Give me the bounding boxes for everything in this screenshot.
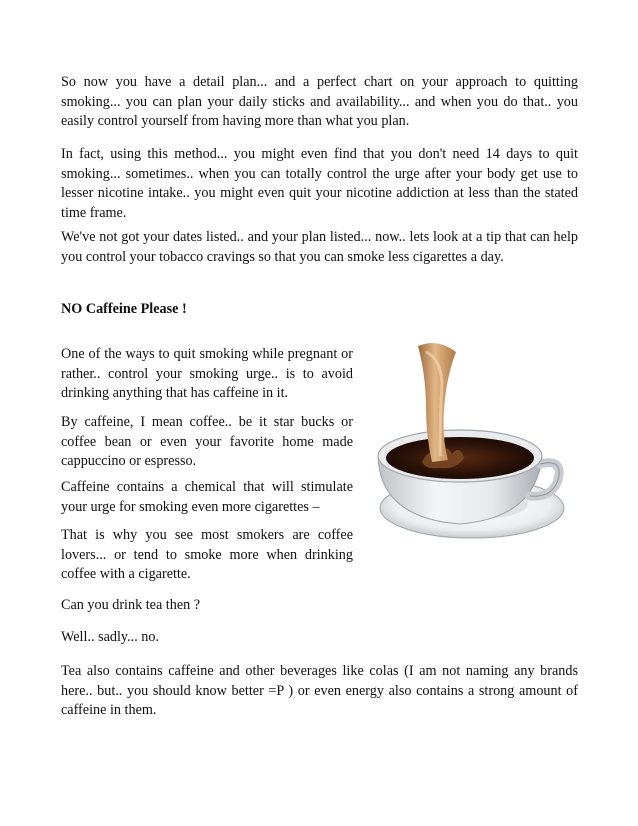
closing-paragraph-1: Can you drink tea then ? (61, 597, 201, 613)
column-paragraph-1: One of the ways to quit smoking while pregnant or rather.. control your smoking urge.. is to avoid drinking anything that has caffeine in it. (61, 346, 353, 401)
intro-paragraph-1: So now you have a detail plan... and a perfect chart on your approach to quitting smoking... you can plan your daily sticks and availability... and when you do that.. you easily control yourself from having more than what you plan. (61, 74, 578, 129)
coffee-cup-icon (360, 338, 568, 550)
coffee-cup-image (360, 338, 568, 550)
closing-paragraph-3: Tea also contains caffeine and other beverages like colas (I am not naming any brands here.. but.. you should know better =P ) or even energy also contains a strong amount of caffeine in them. (61, 663, 578, 718)
closing-paragraph-2: Well.. sadly... no. (61, 629, 160, 645)
intro-paragraph-3: We've not got your dates listed.. and your plan listed... now.. lets look at a tip that can help you control your tobacco cravings so that you can smoke less cigarettes a day. (61, 229, 578, 265)
column-paragraph-2: By caffeine, I mean coffee.. be it star bucks or coffee bean or even your favorite home made cappuccino or espresso. (61, 414, 353, 469)
intro-paragraph-2: In fact, using this method... you might even find that you don't need 14 days to quit smoking... sometimes.. when you can totally control the urge after your body get use to lesser nicotine intake.. you might even quit your nicotine addiction at less than the stated time frame. (61, 146, 578, 221)
column-paragraph-3: Caffeine contains a chemical that will stimulate your urge for smoking even more cigarettes – (61, 479, 353, 515)
section-heading: NO Caffeine Please ! (61, 301, 187, 317)
column-paragraph-4: That is why you see most smokers are coffee lovers... or tend to smoke more when drinking coffee with a cigarette. (61, 527, 353, 582)
